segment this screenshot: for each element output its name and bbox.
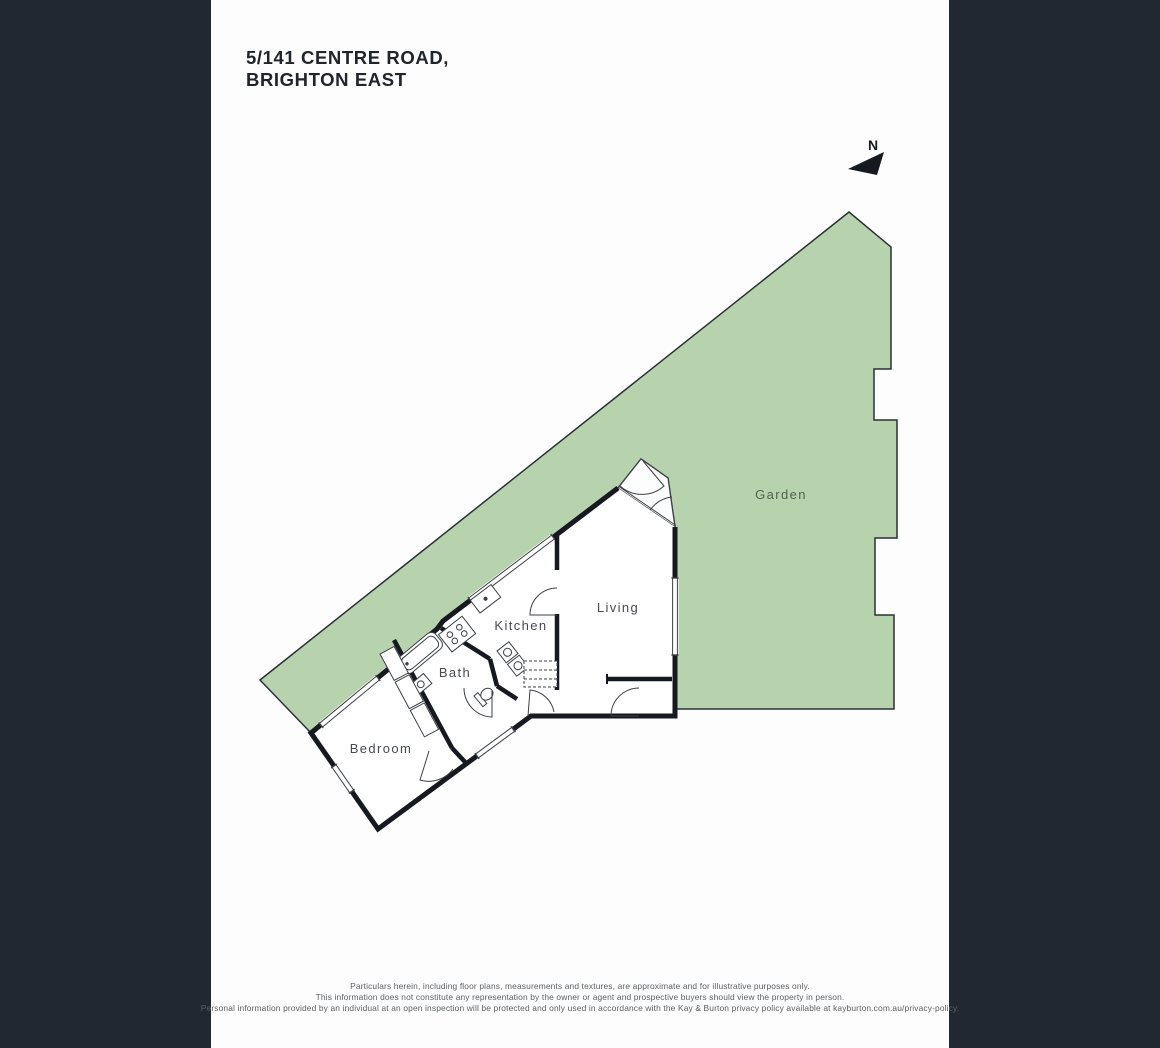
disclaimer-line-1: Particulars herein, including floor plans, measurements and textures, are approximate and for illustrative purposes only. [350,981,810,991]
room-label-bedroom: Bedroom [349,741,413,756]
linen-cupboard-icon [524,661,557,687]
north-label: N [868,137,879,153]
disclaimer-line-2: This information does not constitute any representation by the owner or agent and prospective buyers should view the property in person. [315,992,845,1002]
room-label-garden: Garden [755,487,807,502]
room-label-kitchen: Kitchen [494,618,548,633]
window-glyph [671,578,678,655]
room-label-bath: Bath [438,665,472,680]
disclaimer-line-3: Personal information provided by an individual at an open inspection will be protected and only used in accordance with the Kay & Burton privacy policy available at kayburton.com.au/privacy-policy. [200,1003,960,1013]
page-title-line1: 5/141 CENTRE ROAD, [246,47,450,68]
room-label-living: Living [596,600,640,615]
page-title-line2: BRIGHTON EAST [246,69,407,90]
